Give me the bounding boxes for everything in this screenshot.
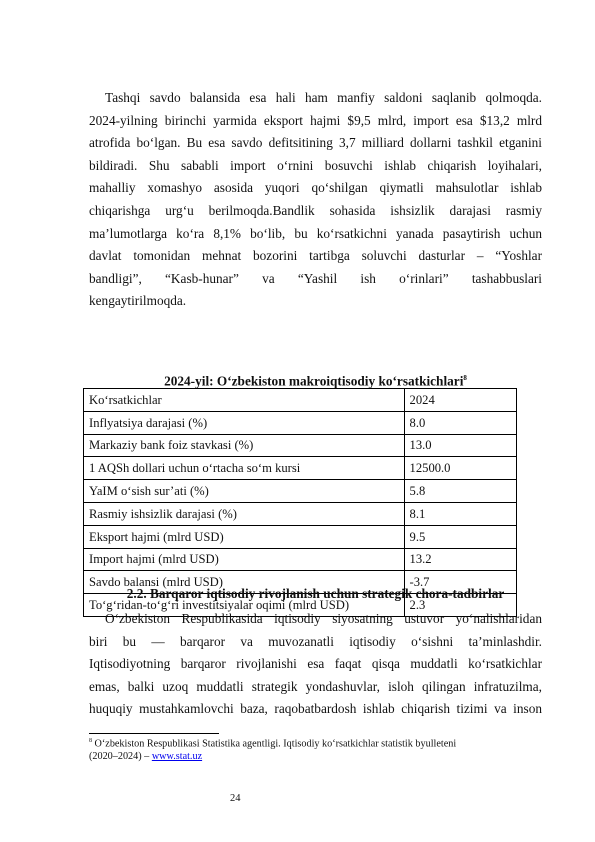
table-title xyxy=(89,367,542,389)
table-row xyxy=(84,548,517,571)
indicator-name-cell: Savdo balansi (mlrd USD) xyxy=(84,571,405,594)
indicator-name-cell: 1 AQSh dollari uchun o‘rtacha so‘m kursi xyxy=(84,457,405,480)
footnote-mark: 8 xyxy=(89,738,92,744)
indicator-name-cell: YaIM o‘sish sur’ati (%) xyxy=(84,480,405,503)
indicator-value-cell: 5.8 xyxy=(404,480,516,503)
indicator-value-cell: -3.7 xyxy=(404,571,516,594)
footnote xyxy=(89,735,549,763)
paragraph-sustainable-growth xyxy=(89,608,542,721)
text-line: davlat tomonidan mehnat bozorini tartibga soluvchi dasturlar – “Yoshlar xyxy=(89,248,542,264)
footnote-text-cont: (2020–2024) – xyxy=(89,751,152,763)
text-line: 2024-yilning birinchi yarmida eksport hajmi $9,5 mlrd, import esa $13,2 mlrd xyxy=(89,112,542,128)
footnote-link[interactable]: www.stat.uz xyxy=(151,751,203,763)
table-row xyxy=(84,457,517,480)
footnote-text: O‘zbekiston Respublikasi Statistika agentligi. Iqtisodiy ko‘rsatkichlar statistik byulleteni xyxy=(94,738,457,750)
indicator-name-cell: Inflyatsiya darajasi (%) xyxy=(84,411,405,434)
indicator-value-cell: 8.0 xyxy=(404,411,516,434)
footnote-reference[interactable]: 8 xyxy=(463,374,467,382)
table-title-text: 2024-yil: O‘zbekiston makroiqtisodiy ko‘rsatkichlari xyxy=(164,373,464,389)
table-row xyxy=(84,525,517,548)
indicator-name-cell: Ko‘rsatkichlar xyxy=(84,389,405,412)
text-line: O‘zbekiston Respublikasida iqtisodiy siyosatning ustuvor yo‘nalishlaridan xyxy=(105,611,542,626)
text-line: kengaytirilmoqda. xyxy=(89,293,187,309)
indicator-name-cell: Eksport hajmi (mlrd USD) xyxy=(84,525,405,548)
table-header-row xyxy=(84,389,517,412)
table-row xyxy=(84,411,517,434)
indicator-name-cell: To‘g‘ridan-to‘g‘ri investitsiyalar oqimi (mlrd USD) xyxy=(84,594,405,617)
text-line: bildiradi. Shu sababli import o‘rnini bosuvchi ishlab chiqarish loyihalari, xyxy=(89,157,542,173)
text-line: biri bu — barqaror va muvozanatli iqtisodiy o‘sishni ta’minlashdir. xyxy=(89,633,542,649)
text-line: Iqtisodiyotning barqaror rivojlanishi esa faqat qisqa muddatli ko‘rsatkichlar xyxy=(89,656,542,672)
indicator-value-cell: 12500.0 xyxy=(404,457,516,480)
indicator-name-cell: Import hajmi (mlrd USD) xyxy=(84,548,405,571)
indicator-value-cell: 13.0 xyxy=(404,434,516,457)
text-line: mahalliy xomashyo asosida yuqori qo‘shilgan qiymatli mahsulotlar ishlab xyxy=(89,180,542,196)
text-line: chiqarishga urg‘u berilmoqda.Bandlik sohasida ishsizlik darajasi rasmiy xyxy=(89,202,542,218)
text-line: bandligi”, “Kasb-hunar” va “Yashil ish o‘rinlari” tashabbuslari xyxy=(89,270,542,286)
indicator-value-cell: 9.5 xyxy=(404,525,516,548)
text-line: ma’lumotlarga ko‘ra 8,1% bo‘lib, bu ko‘rsatkichni yanada pasaytirish uchun xyxy=(89,225,542,241)
indicator-name-cell: Markaziy bank foiz stavkasi (%) xyxy=(84,434,405,457)
table-row xyxy=(84,434,517,457)
page-number: 24 xyxy=(230,793,241,804)
text-line: huquqiy mustahkamlovchi baza, raqobatbardosh ishlab chiqarish tizimi va inson xyxy=(89,701,542,717)
indicator-name-cell: Rasmiy ishsizlik darajasi (%) xyxy=(84,502,405,525)
indicator-value-cell: 13.2 xyxy=(404,548,516,571)
table-row xyxy=(84,502,517,525)
footnote-separator xyxy=(89,733,219,734)
paragraph-trade-balance xyxy=(89,87,542,313)
indicator-value-cell: 8.1 xyxy=(404,502,516,525)
text-line: Tashqi savdo balansida esa hali ham manfiy saldoni saqlanib qolmoqda. xyxy=(105,90,542,105)
indicator-value-cell: 2.3 xyxy=(404,594,516,617)
text-line: atrofida bo‘lgan. Bu esa savdo defitsitining 3,7 milliard dollarni tashkil etganini xyxy=(89,135,542,151)
indicator-value-cell: 2024 xyxy=(404,389,516,412)
text-line: emas, balki uzoq muddatli strategik yondashuvlar, isloh qilingan infratuzilma, xyxy=(89,678,542,694)
table-row xyxy=(84,480,517,503)
section-heading: 2.2. Barqaror iqtisodiy rivojlanish uchun strategik chora-tadbirlar xyxy=(126,586,505,601)
